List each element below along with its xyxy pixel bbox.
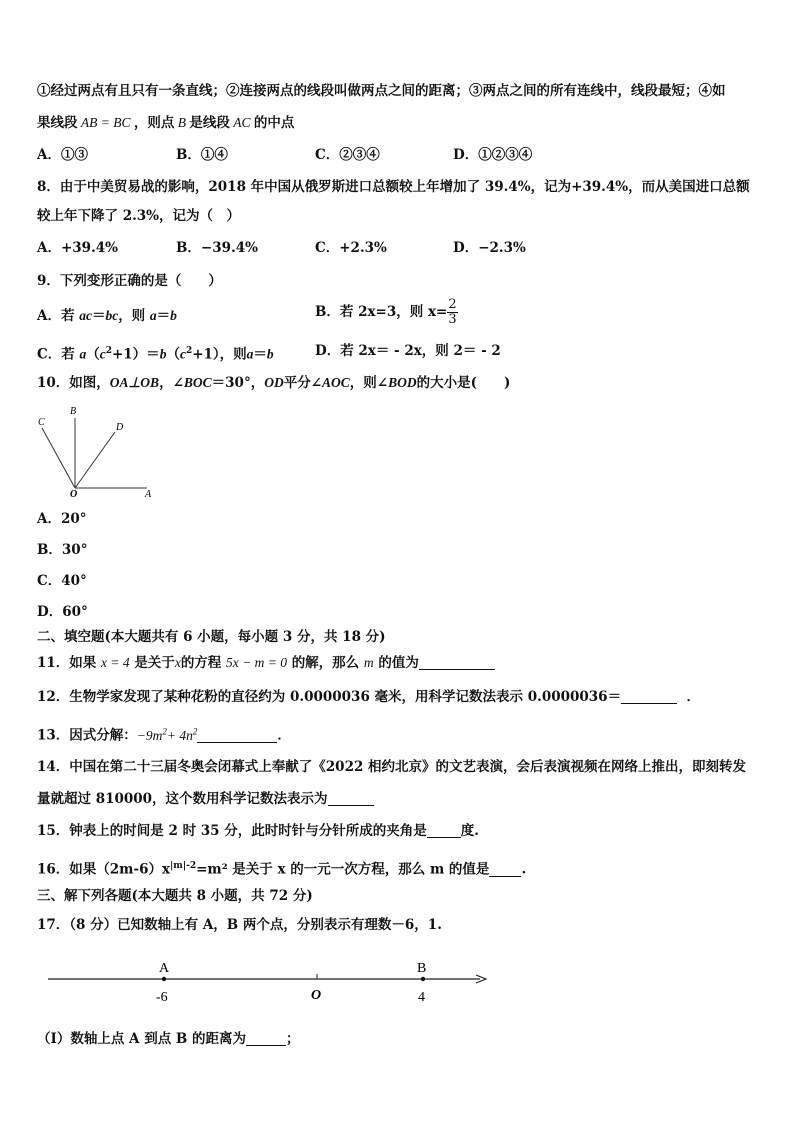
number-line (40, 955, 500, 1005)
q9-option-b: B．若 2x=3，则 x= $\frac{2}{3}$ (315, 297, 457, 327)
q11-answer-blank[interactable] (419, 655, 495, 670)
q8-line2: 较上年下降了 2.3%，记为（ ） (37, 208, 241, 224)
point-a-label: A (159, 961, 170, 976)
label-d: D (116, 422, 124, 433)
q10-option-d: D．60° (37, 604, 88, 620)
q12-answer-blank[interactable] (621, 689, 677, 704)
q8-option-b: B．−39.4% (176, 240, 258, 256)
point-b (421, 977, 425, 981)
q13: 13．因式分解：$-9m^2+ 4n^2$ ． (37, 726, 291, 744)
q12: 12．生物学家发现了某种花粉的直径约为 0.0000036 毫米，用科学记数法表示 0.0000036＝ ． (37, 689, 700, 705)
label-c: C (38, 417, 45, 428)
q10-stem: 10．如图，OA⊥OB，∠BOC＝30°，OD平分∠AOC，则∠BOD的大小是( ) (37, 375, 511, 391)
q10-option-a: A．20° (37, 511, 87, 527)
point-b-value: 4 (418, 990, 425, 1005)
point-a-value: -6 (156, 990, 168, 1005)
section-2-heading: 二、填空题(本大题共有 6 小题，每小题 3 分，共 18 分) (37, 629, 386, 645)
q13-answer-blank[interactable] (197, 728, 277, 743)
ray-od (75, 432, 115, 488)
q7-line2: 果线段 AB = BC ，则点 B 是线段 AC 的中点 (37, 115, 295, 131)
q16: 16．如果$(2m-6)x^{|m|-2}=m^2$ 是关于 x 的一元一次方程，那么 m 的值是 . (37, 861, 527, 878)
point-b-label: B (417, 961, 427, 976)
q7-option-b: B．①④ (176, 147, 228, 163)
section-3-heading: 三、解下列各题(本大题共 8 小题，共 72 分) (37, 888, 313, 904)
q9-option-a: A．若 ac＝bc，则 a＝b (37, 308, 177, 324)
label-a: A (145, 489, 152, 500)
ray-oc (42, 428, 75, 488)
q7-option-d: D．①②③④ (453, 147, 533, 163)
label-b: B (70, 406, 77, 417)
q14-line2: 量就超过 810000，这个数用科学记数法表示为 (37, 790, 374, 808)
angle-figure (32, 400, 162, 500)
q7-option-a: A．①③ (37, 147, 88, 163)
q10-option-b: B．30° (37, 542, 88, 558)
q15: 15．钟表上的时间是 2 时 35 分，此时时针与分针所成的夹角是 度. (37, 823, 479, 839)
q7-option-c: C．②③④ (315, 147, 380, 163)
q9-option-c: C．若 $a(c^2+1)=b(c^2+1)$，则a＝b (37, 346, 274, 363)
origin-label: O (311, 988, 322, 1003)
q10-option-c: C．40° (37, 573, 87, 589)
q17-part1-answer-blank[interactable] (246, 1031, 286, 1046)
q7-line1: ①经过两点有且只有一条直线；②连接两点的线段叫做两点之间的距离；③两点之间的所有连线中，线段最短；④如 (37, 83, 726, 99)
q14-answer-blank[interactable] (328, 791, 374, 806)
q16-answer-blank[interactable] (489, 862, 521, 877)
q9-option-d: D．若 2x＝ - 2x，则 2＝ - 2 (315, 343, 501, 359)
q17-stem: 17．（8 分）已知数轴上有 A，B 两个点，分别表示有理数－6，1. (37, 917, 442, 933)
q8-option-a: A．+39.4% (37, 240, 118, 256)
q8-option-d: D．−2.3% (453, 240, 526, 256)
label-o: O (70, 489, 78, 500)
q8-option-c: C．+2.3% (315, 240, 387, 256)
q15-answer-blank[interactable] (427, 823, 461, 838)
q8-line1: 8．由于中美贸易战的影响，2018 年中国从俄罗斯进口总额较上年增加了 39.4%，记为+39.4%，而从美国进口总额 (37, 179, 750, 195)
q9-stem: 9．下列变形正确的是（ ） (37, 273, 222, 289)
q17-part1: （Ⅰ）数轴上点 A 到点 B 的距离为 ； (37, 1031, 300, 1047)
point-a (162, 977, 166, 981)
q11: 11．如果 x = 4 是关于x的方程 5x − m = 0 的解，那么 m 的值为 (37, 654, 495, 672)
q14-line1: 14．中国在第二十三届冬奥会闭幕式上奉献了《2022 相约北京》的文艺表演，会后表演视频在网络上推出，即刻转发 (37, 759, 747, 775)
